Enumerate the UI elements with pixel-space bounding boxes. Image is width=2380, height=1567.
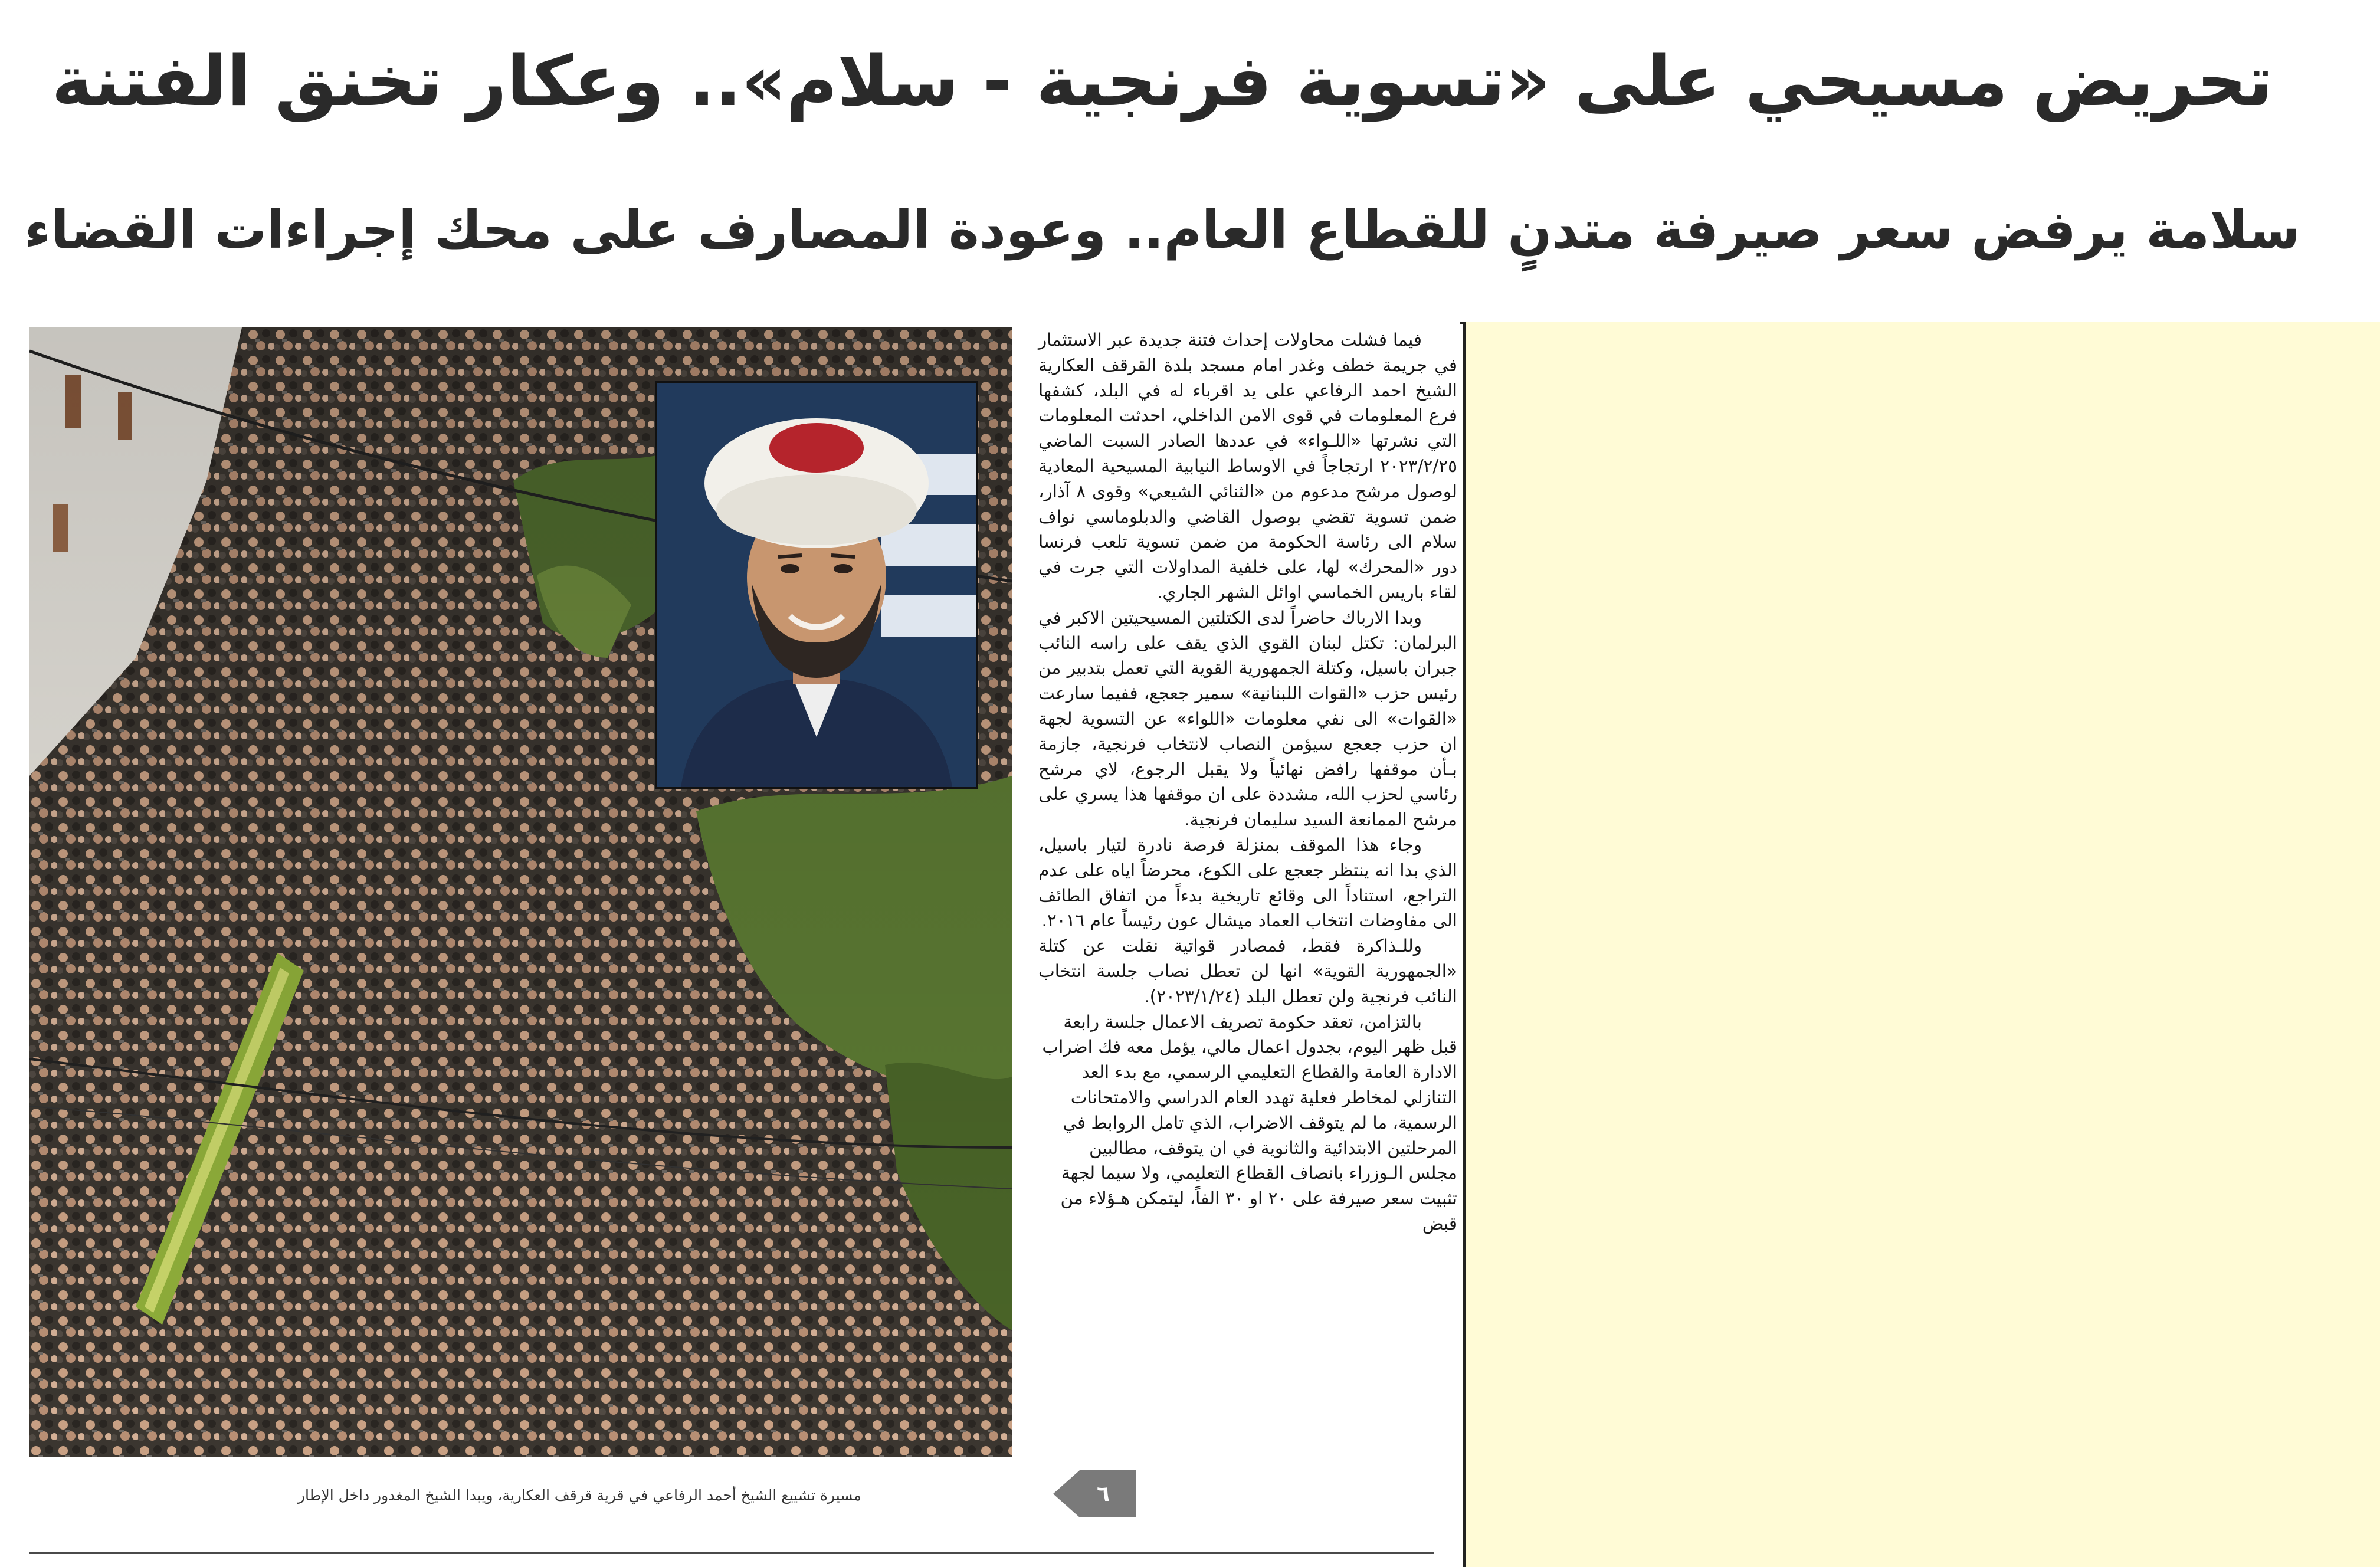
photo-caption: مسيرة تشييع الشيخ أحمد الرفاعي في قرية قرقف العكارية، ويبدا الشيخ المغدور داخل الإطار bbox=[297, 1487, 861, 1504]
left-arrow-icon bbox=[1053, 1470, 1136, 1517]
bottom-divider bbox=[29, 1552, 1434, 1554]
article-paragraph: وبدا الارباك حاضراً لدى الكتلتين المسيحيتين الاكبر في البرلمان: تكتل لبنان القوي الذي يقف على راسه النائب جبران باسيل، وكتلة الجمهورية القوية التي تعمل بتدبير من رئيس حزب «القوات اللبنانية» سمير جعجع، ففيما سارعت «القوات» الى نفي معلومات «اللواء» عن التسوية لجهة ان حزب جعجع سيؤمن النصاب لانتخاب فرنجية، جازمة بـأن موقفها رافض نهائياً ولا يقبل الرجوع، لاي مرشح رئاسي لحزب الله، مشددة على ان موقفها هذا يسري على مرشح الممانعة السيد سليمان فرنجية. bbox=[1038, 607, 1457, 830]
continue-page-link[interactable] bbox=[1053, 1470, 1136, 1517]
article-paragraph: وللـذاكرة فقط، فمصادر قواتية نقلت عن كتلة «الجمهورية القوية» انها لن تعطل نصاب جلسة انتخاب النائب فرنجية ولن تعطل البلد (٢٠٢٣/١/٢٤). bbox=[1038, 936, 1457, 1007]
subheadline: سلامة يرفض سعر صيرفة متدنٍ للقطاع العام.. وعودة المصارف على محك إجراءات القضاء bbox=[24, 199, 2300, 260]
article-paragraph: فيما فشلت محاولات إحداث فتنة جديدة عبر الاستثمار في جريمة خطف وغدر امام مسجد بلدة القرقف العكارية الشيخ احمد الرفاعي على يد اقرباء له في البلد، كشفها فرع المعلومات في قوى الامن الداخلي، احدثت المعلومات التي نشرتها «اللـواء» في عددها الصادر السبت الماضي ٢٠٢٣/٢/٢٥ ارتجاجاً في الاوساط النيابية المسيحية المعادية لوصول مرشح مدعوم من «الثنائي الشيعي» وقوى ٨ آذار، ضمن تسوية تقضي بوصول القاضي والدبلوماسي نواف سلام الى رئاسة الحكومة من ضمن تسوية تلعب فرنسا دور «المحرك» لها، على خلفية المداولات التي جرت في لقاء باريس الخماسي اوائل الشهر الجاري. bbox=[1038, 330, 1457, 602]
headline: تحريض مسيحي على «تسوية فرنجية - سلام».. وعكار تخنق الفتنة bbox=[51, 40, 2273, 122]
adjacent-column-panel bbox=[1463, 322, 2380, 1567]
page-number: ٦ bbox=[1097, 1481, 1110, 1506]
article-body bbox=[1038, 327, 1457, 1493]
sheikh-portrait-inset bbox=[655, 381, 978, 789]
article-paragraph: بالتزامن، تعقد حكومة تصريف الاعمال جلسة رابعة قبل ظهر اليوم، بجدول اعمال مالي، يؤمل معه فك اضراب الادارة العامة والقطاع التعليمي الرسمي، مع بدء العد التنازلي لمخاطر فعلية تهدد العام الدراسي والامتحانات الرسمية، ما لم يتوقف الاضراب، الذي تامل الروابط في المرحلتين الابتدائية والثانوية في ان يتوقف، مطالبين مجلس الـوزراء بانصاف القطاع التعليمي، ولا سيما لجهة تثبيت سعر صيرفة على ٢٠ او ٣٠ الفاً، ليتمكن هـؤلاء من قبض bbox=[1042, 1011, 1457, 1234]
article-paragraph: وجاء هذا الموقف بمنزلة فرصة نادرة لتيار باسيل، الذي بدا انه ينتظر جعجع على الكوع، محرضاً اياه على عدم التراجع، استناداً الى وقائع تاريخية بدءاً من اتفاق الطائف الى مفاوضات انتخاب العماد ميشال عون رئيساً عام ٢٠١٦. bbox=[1038, 834, 1457, 931]
